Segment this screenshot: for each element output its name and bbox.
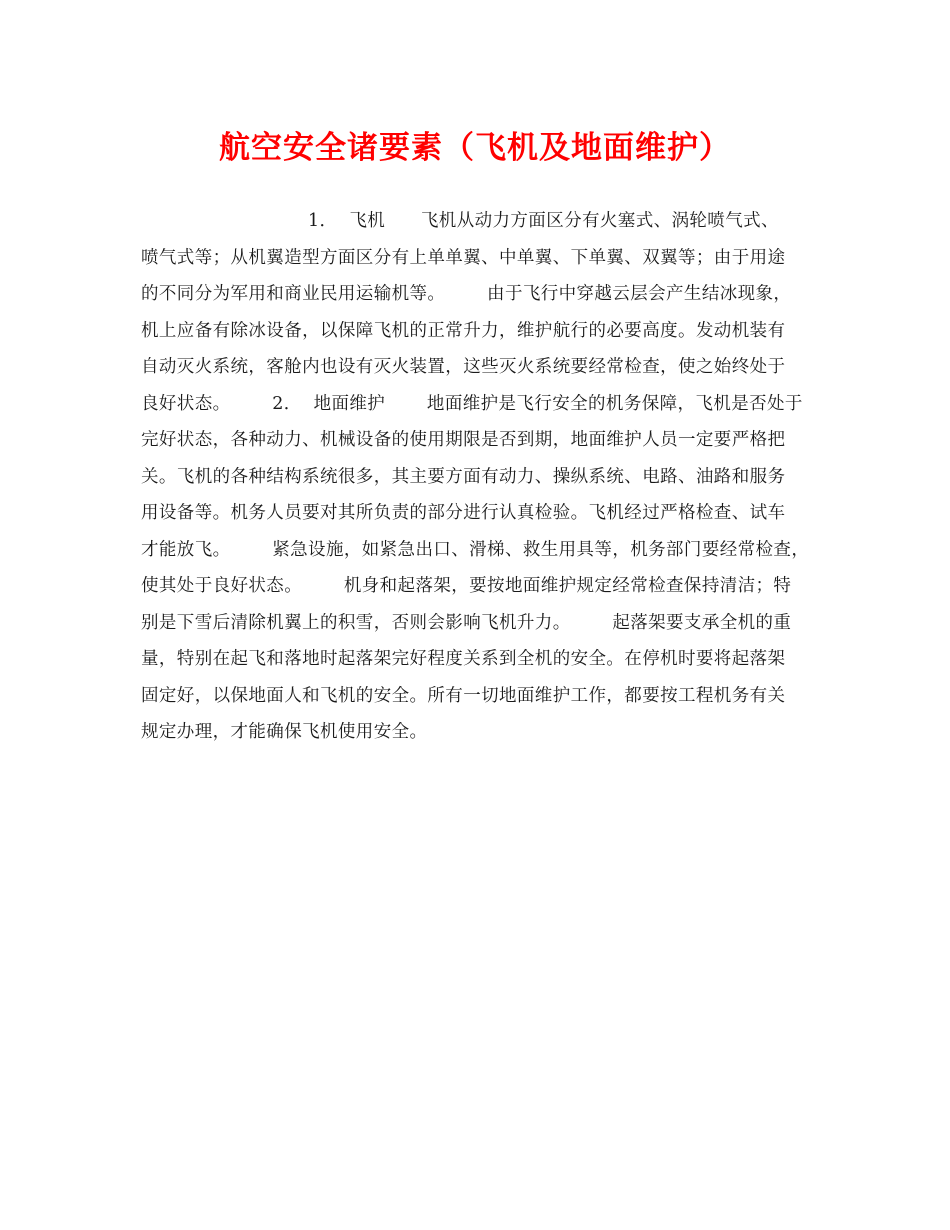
body-line: 的不同分为军用和商业民用运输机等。 由于飞行中穿越云层会产生结冰现象， xyxy=(141,284,792,304)
body-line: 固定好，以保地面人和飞机的安全。所有一切地面维护工作，都要按工程机务有关 xyxy=(141,685,786,706)
body-line: 自动灭火系统，客舱内也设有灭火装置，这些灭火系统要经常检查，使之始终处于 xyxy=(141,357,786,377)
body-line: 才能放飞。 紧急设施，如紧急出口、滑梯、救生用具等，机务部门要经常检查， xyxy=(141,539,810,560)
body-line: 完好状态，各种动力、机械设备的使用期限是否到期，地面维护人员一定要严格把 xyxy=(141,430,786,450)
body-line: 量，特别在起飞和落地时起落架完好程度关系到全机的安全。在停机时要将起落架 xyxy=(141,649,786,669)
body-line: 规定办理，才能确保飞机使用安全。 xyxy=(141,722,428,742)
body-line: 使其处于良好状态。 机身和起落架，要按地面维护规定经常检查保持清洁；特 xyxy=(141,576,792,596)
body-line: 关。飞机的各种结构系统很多，其主要方面有动力、操纵系统、电路、油路和服务 xyxy=(141,466,786,487)
body-line: 喷气式等；从机翼造型方面区分有上单单翼、中单翼、下单翼、双翼等；由于用途 xyxy=(141,247,786,268)
body-line: 机上应备有除冰设备，以保障飞机的正常升力，维护航行的必要高度。发动机装有 xyxy=(141,320,786,341)
body-line: 别是下雪后清除机翼上的积雪，否则会影响飞机升力。 起落架要支承全机的重 xyxy=(141,612,792,633)
body-line: 用设备等。机务人员要对其所负责的部分进行认真检验。飞机经过严格检查、试车 xyxy=(141,503,786,523)
document-title: 航空安全诸要素（飞机及地面维护） xyxy=(219,130,731,166)
body-line: 1． 飞机 飞机从动力方面区分有火塞式、涡轮喷气式、 xyxy=(141,211,779,231)
document-body xyxy=(141,203,831,751)
body-line: 良好状态。 2． 地面维护 地面维护是飞行安全的机务保障，飞机是否处于 xyxy=(141,393,803,414)
